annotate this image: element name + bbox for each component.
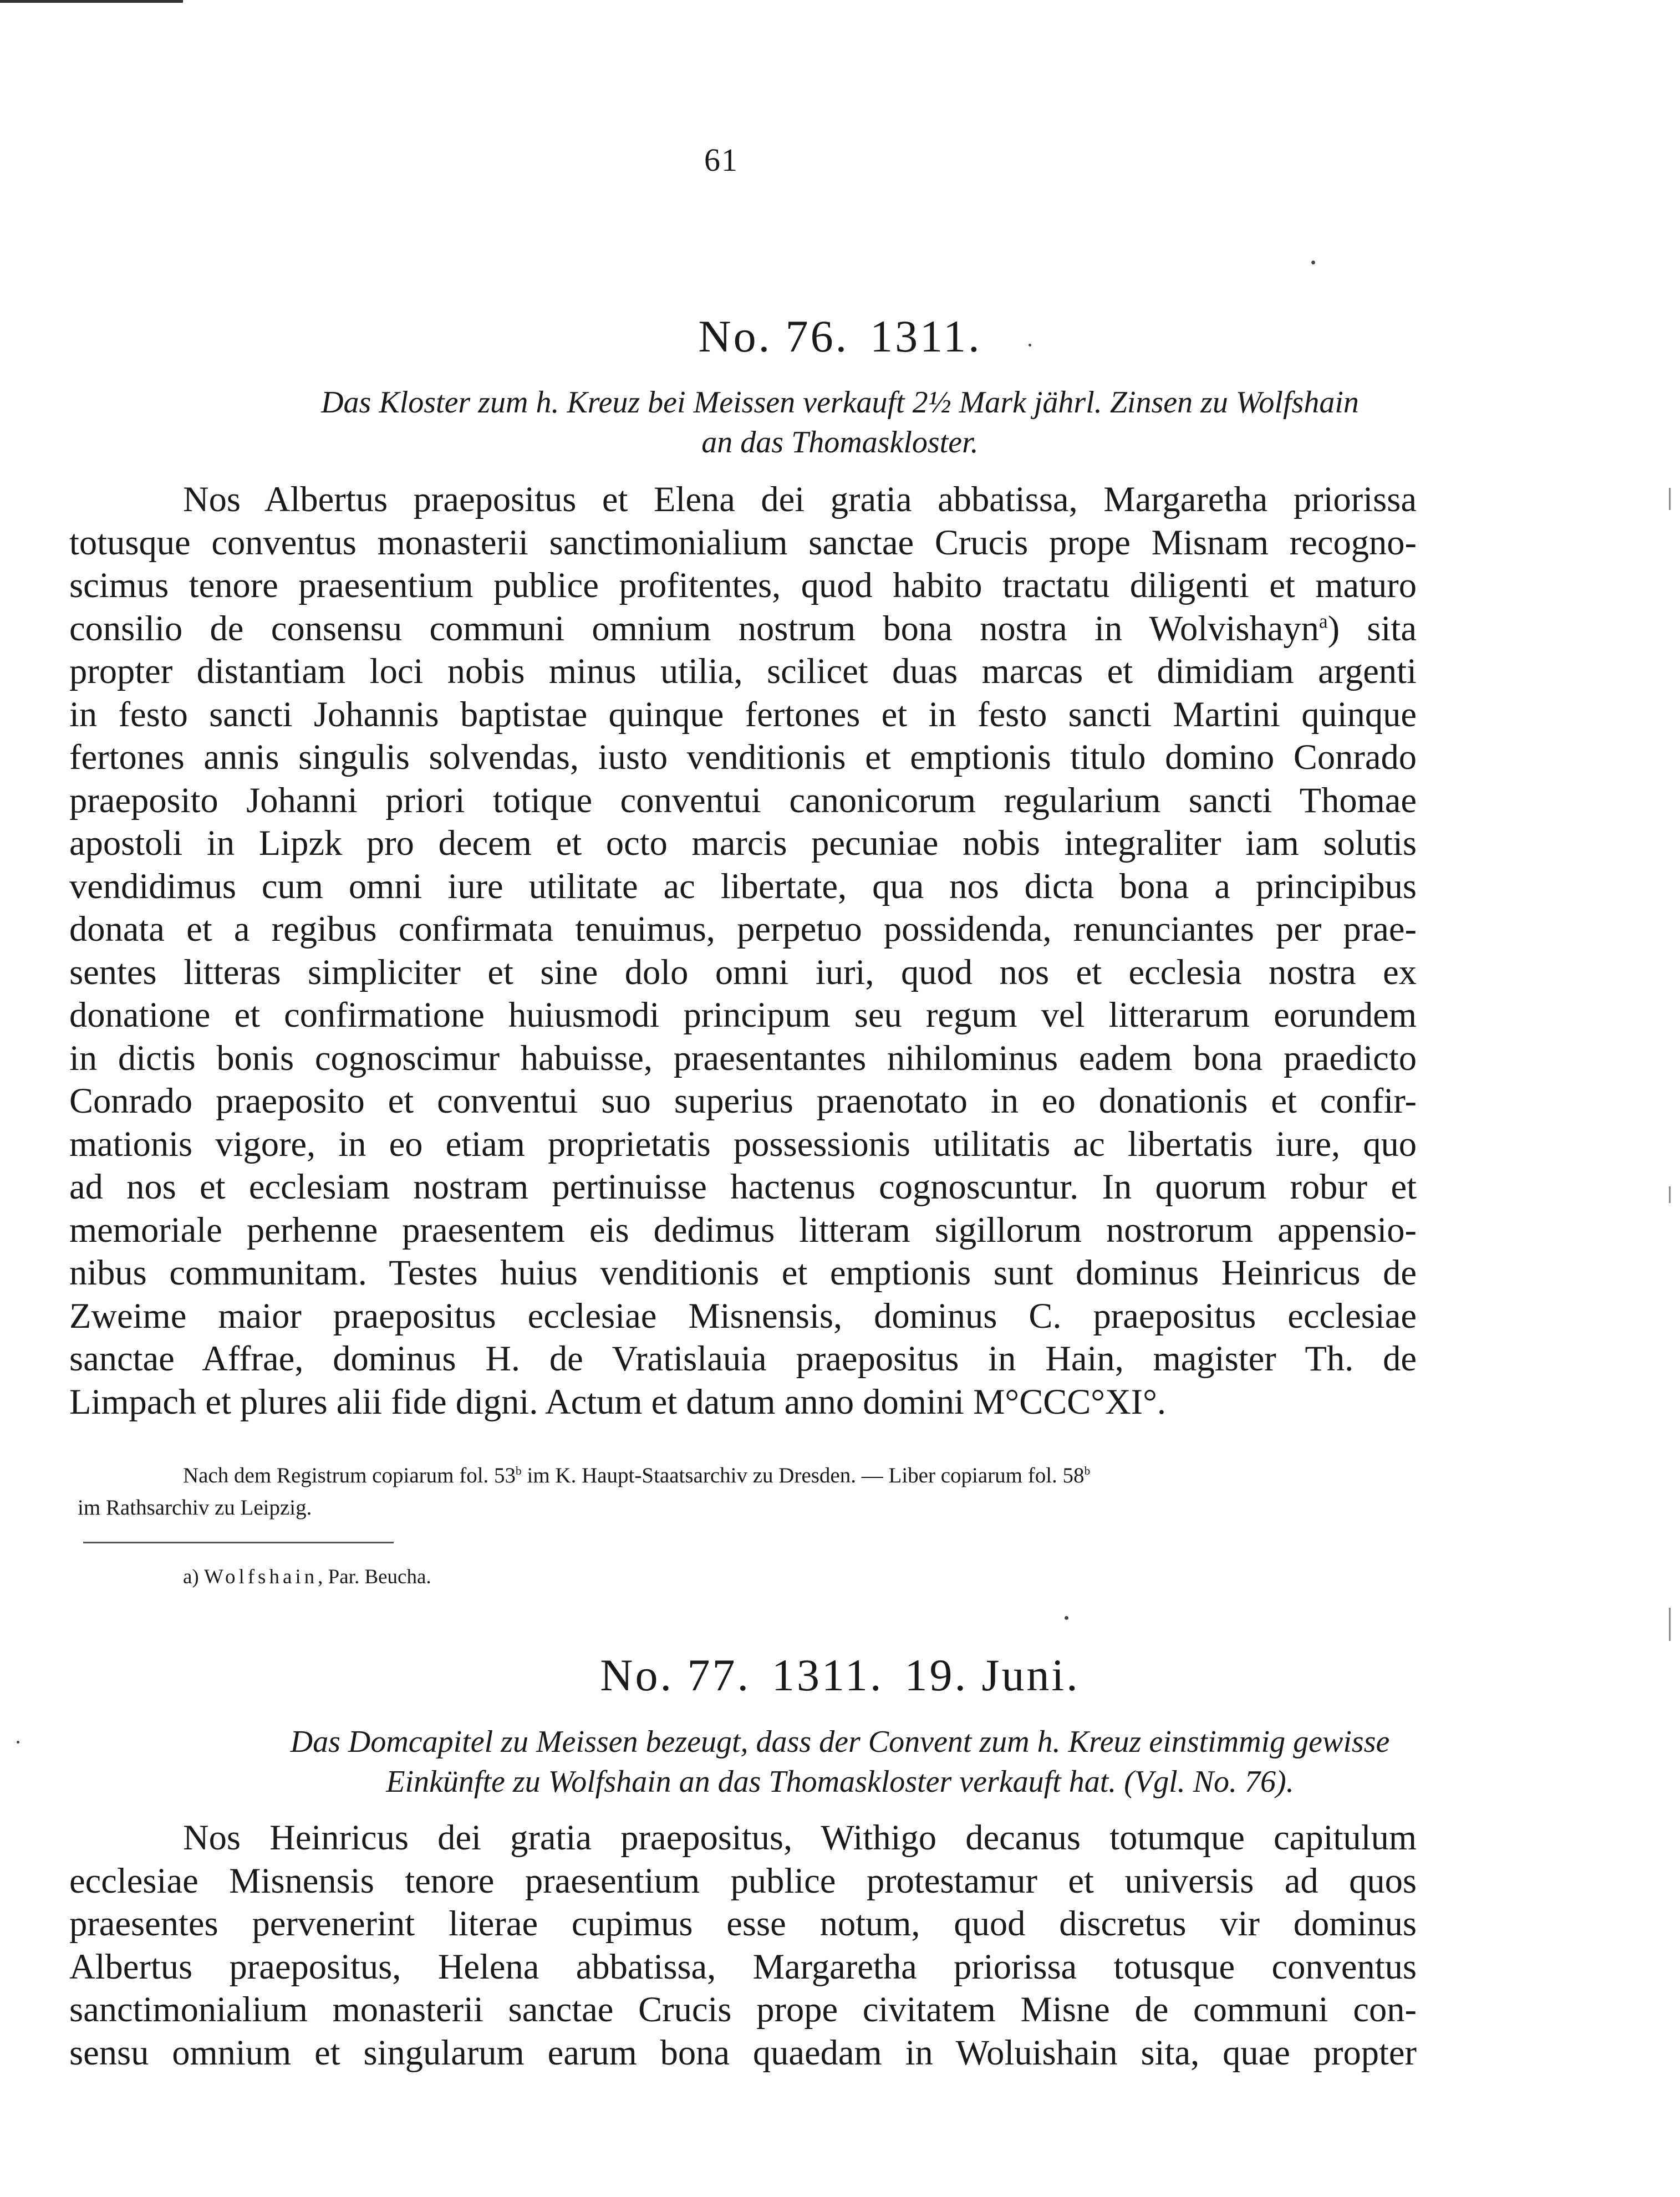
body-line: praeposito Johanni priori totique conventui canonicorum regularium sancti Thomae	[69, 780, 1417, 820]
body-line: sanctae Affrae, dominus H. de Vratislauia praepositus in Hain, magister Th. de	[69, 1339, 1417, 1378]
scan-edge-mark	[1669, 1608, 1671, 1641]
body-line-with-footnote	[69, 607, 1417, 650]
entry-76-body	[69, 478, 1417, 1423]
body-line: sanctimonialium monasterii sanctae Crucis prope civitatem Misne de communi con-	[69, 1990, 1417, 2029]
entry-77-summary	[116, 1722, 1564, 1802]
summary-line: Das Kloster zum h. Kreuz bei Meissen verkauft 2½ Mark jährl. Zinsen zu Wolfshain	[321, 385, 1359, 420]
body-line: donata et a regibus confirmata tenuimus, perpetuo possidenda, renunciantes per prae-	[69, 909, 1417, 949]
body-line: Conrado praeposito et conventui suo superius praenotato in eo donationis et confir-	[69, 1081, 1417, 1120]
scan-speck	[1065, 1616, 1068, 1620]
summary-line: Einkünfte zu Wolfshain an das Thomaskloster verkauft hat. (Vgl. No. 76).	[386, 1765, 1294, 1799]
scan-edge-mark	[1669, 488, 1671, 510]
entry-77-year: 1311.	[772, 1650, 884, 1700]
source-note-text: Nach dem Registrum copiarum fol. 53	[183, 1464, 516, 1487]
body-line: apostoli in Lipzk pro decem et octo marcis pecuniae nobis integraliter iam solutis	[69, 823, 1417, 863]
body-line: in dictis bonis cognoscimur habuisse, praesentantes nihilominus eadem bona praedicto	[69, 1038, 1417, 1078]
body-line: Zweime maior praepositus ecclesiae Misnensis, dominus C. praepositus ecclesiae	[69, 1296, 1417, 1335]
footnote-place: Wolfshain	[204, 1566, 318, 1588]
scan-speck	[1311, 261, 1315, 264]
body-line: ecclesiae Misnensis tenore praesentium publice protestamur et universis ad quos	[69, 1860, 1417, 1900]
source-note-text: im K. Haupt-Staatsarchiv zu Dresden. — Liber copiarum fol. 58	[521, 1464, 1085, 1487]
body-line-text: consilio de consensu communi omnium nostrum bona nostra in Wolvishayn	[69, 608, 1319, 648]
folio-suffix: b	[516, 1464, 522, 1477]
body-line: ad nos et ecclesiam nostram pertinuisse hactenus cognoscuntur. In quorum robur et	[69, 1167, 1417, 1206]
footnote	[183, 1565, 431, 1589]
source-note	[78, 1460, 1414, 1524]
footnote-marker: a	[1318, 610, 1328, 632]
body-line: fertones annis singulis solvendas, iusto venditionis et emptionis titulo domino Conrado	[69, 737, 1417, 777]
body-line: praesentes pervenerint literae cupimus esse notum, quod discretus vir dominus	[69, 1904, 1417, 1943]
source-note-line: im Rathsarchiv zu Leipzig.	[78, 1496, 312, 1520]
entry-76-summary	[116, 383, 1564, 462]
entry-76-year: 1311.	[870, 311, 982, 361]
page-number: 61	[704, 142, 739, 178]
body-line: in festo sancti Johannis baptistae quinque fertones et in festo sancti Martini quinque	[69, 694, 1417, 734]
body-line: sensu omnium et singularum earum bona quaedam in Woluishain sita, quae propter	[69, 2032, 1417, 2072]
body-line: memoriale perhenne praesentem eis dedimus litteram sigillorum nostrorum appensio-	[69, 1210, 1417, 1250]
footnote-marker: a)	[183, 1566, 199, 1588]
top-edge-rule	[0, 0, 183, 3]
body-line: scimus tenore praesentium publice profitentes, quod habito tractatu diligenti et maturo	[69, 565, 1417, 605]
body-line: donatione et confirmatione huiusmodi principum seu regum vel litterarum eorundem	[69, 995, 1417, 1034]
body-line: nibus communitam. Testes huius venditionis et emptionis sunt dominus Heinricus de	[69, 1253, 1417, 1292]
body-line: Nos Albertus praepositus et Elena dei gratia abbatissa, Margaretha priorissa	[183, 480, 1417, 519]
entry-77-date: 19. Juni.	[904, 1650, 1080, 1700]
body-line: sentes litteras simpliciter et sine dolo omni iuri, quod nos et ecclesia nostra ex	[69, 952, 1417, 992]
footnote-rule	[83, 1542, 394, 1543]
footnote-rest: , Par. Beucha.	[318, 1566, 431, 1588]
scan-speck	[1029, 344, 1031, 346]
summary-line: Das Domcapitel zu Meissen bezeugt, dass der Convent zum h. Kreuz einstimmig gewisse	[290, 1725, 1390, 1759]
body-line: vendidimus cum omni iure utilitate ac libertate, qua nos dicta bona a principibus	[69, 866, 1417, 906]
summary-line: an das Thomaskloster.	[701, 425, 979, 460]
folio-suffix: b	[1084, 1464, 1091, 1477]
entry-77-number: No. 77.	[600, 1650, 751, 1700]
body-line: Albertus praepositus, Helena abbatissa, Margaretha priorissa totusque conventus	[69, 1946, 1417, 1986]
body-line: Nos Heinricus dei gratia praepositus, Withigo decanus totumque capitulum	[183, 1818, 1417, 1857]
scan-speck	[17, 1741, 19, 1744]
entry-77-heading	[0, 1649, 1680, 1701]
body-line: Limpach et plures alii fide digni. Actum et datum anno domini M°CCC°XI°.	[69, 1382, 1167, 1421]
entry-76-number: No. 76.	[698, 311, 849, 361]
body-line: totusque conventus monasterii sanctimonialium sanctae Crucis prope Misnam recogno-	[69, 522, 1417, 562]
body-line-text: ) sita	[1327, 608, 1417, 648]
entry-76-heading	[0, 310, 1680, 363]
source-note-line	[78, 1460, 1414, 1492]
entry-77-body	[69, 1816, 1417, 2074]
scan-edge-mark	[1669, 1186, 1671, 1203]
body-line: propter distantiam loci nobis minus utilia, scilicet duas marcas et dimidiam argenti	[69, 651, 1417, 691]
body-line: mationis vigore, in eo etiam proprietatis possessionis utilitatis ac libertatis iure, quo	[69, 1124, 1417, 1164]
